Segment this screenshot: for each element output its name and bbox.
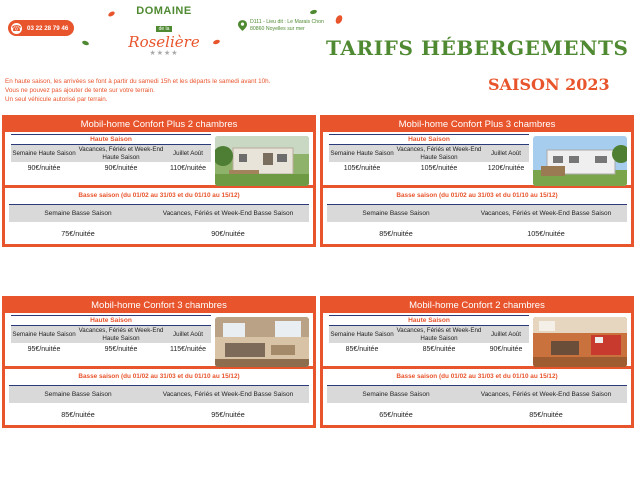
pricing-card [2,115,316,247]
card-title: Mobil-home Confort 3 chambres [5,299,313,313]
low-season-title: Basse saison (du 01/02 au 31/03 et du 01/10 au 15/12) [78,192,240,199]
price-value: 85€/nuitée [379,228,413,238]
high-season-title: Haute Saison [408,317,450,324]
low-season-prices [327,222,627,244]
column-label: Vacances, Fériés et Week-End Haute Saison [396,326,482,342]
column-label: Semaine Basse Saison [362,391,430,398]
intro-line: Vous ne pouvez pas ajouter de tente sur votre terrain. [5,87,155,94]
column-label: Semaine Haute Saison [330,149,394,157]
leaf-decoration [310,9,318,15]
intro-line: Un seul véhicule autorisé par terrain. [5,96,108,103]
intro-text [5,77,270,104]
pricing-card [320,115,634,247]
price-value: 90€/nuitée [211,228,245,238]
price-value: 105€/nuitée [420,165,458,172]
high-season-prices [329,344,529,355]
logo-line-2: de la [156,26,173,32]
leaf-decoration [107,11,115,18]
leaf-decoration [82,40,90,46]
price-value: 115€/nuitée [169,346,207,353]
price-value: 85€/nuitée [422,346,456,353]
low-season-header [327,204,627,222]
low-season-prices [327,403,627,425]
price-value: 85€/nuitée [529,409,563,419]
price-value: 95€/nuitée [104,346,138,353]
leaf-decoration [334,14,343,25]
price-value: 75€/nuitée [61,228,95,238]
address-line-1: D111 - Lieu dit : Le Marais Chon [250,19,324,25]
low-season-title: Basse saison (du 01/02 au 31/03 et du 01/10 au 15/12) [396,192,558,199]
column-label: Semaine Basse Saison [362,210,430,217]
price-value: 105€/nuitée [343,165,381,172]
low-season-header [327,385,627,403]
price-value: 95€/nuitée [211,409,245,419]
address [250,19,324,33]
phone-badge[interactable] [8,20,74,36]
column-label: Juillet Août [173,330,203,338]
card-title: Mobil-home Confort Plus 3 chambres [323,118,631,132]
column-label: Vacances, Fériés et Week-End Haute Saison [78,145,164,161]
column-label: Semaine Basse Saison [44,391,112,398]
column-label: Juillet Août [491,330,521,338]
high-season-prices [11,163,211,174]
price-value: 90€/nuitée [104,165,138,172]
low-season-prices [9,403,309,425]
card-title: Mobil-home Confort 2 chambres [323,299,631,313]
price-value: 85€/nuitée [345,346,379,353]
price-value: 95€/nuitée [27,346,61,353]
column-label: Semaine Haute Saison [12,149,76,157]
column-label: Juillet Août [173,149,203,157]
column-label: Vacances, Fériés et Week-End Haute Saison [78,326,164,342]
low-season-title: Basse saison (du 01/02 au 31/03 et du 01/10 au 15/12) [396,373,558,380]
intro-line: En haute saison, les arrivées se font à partir du samedi 15h et les départs le samedi avant 10h. [5,78,271,85]
pricing-card [2,296,316,428]
low-season-header [9,204,309,222]
column-label: Semaine Haute Saison [330,330,394,338]
price-value: 120€/nuitée [487,165,525,172]
logo-line-3: Roselière [128,33,200,51]
column-label: Vacances, Fériés et Week-End Basse Saison [480,391,612,398]
high-season-header [329,325,529,343]
column-label: Juillet Août [491,149,521,157]
low-season-prices [9,222,309,244]
high-season-header [11,144,211,162]
price-value: 85€/nuitée [61,409,95,419]
high-season-header [11,325,211,343]
column-label: Vacances, Fériés et Week-End Haute Saison [396,145,482,161]
column-label: Vacances, Fériés et Week-End Basse Saison [162,391,294,398]
logo-stars: ★★★★ [149,50,179,57]
high-season-title: Haute Saison [408,136,450,143]
column-label: Semaine Basse Saison [44,210,112,217]
address-line-2: 80860 Noyelles sur mer [250,26,305,32]
leaf-decoration [213,39,221,45]
price-value: 90€/nuitée [27,165,61,172]
page-subtitle: SAISON 2023 [488,75,610,94]
high-season-prices [329,163,529,174]
logo-line-1: DOMAINE [136,5,192,17]
high-season-header [329,144,529,162]
price-value: 110€/nuitée [169,165,207,172]
price-value: 105€/nuitée [527,228,565,238]
phone-number: 03 22 28 79 46 [27,24,69,32]
high-season-title: Haute Saison [90,136,132,143]
low-season-header [9,385,309,403]
column-label: Semaine Haute Saison [12,330,76,338]
page-title: TARIFS HÉBERGEMENTS [326,36,629,60]
column-label: Vacances, Fériés et Week-End Basse Saison [162,210,294,217]
logo [126,6,202,58]
phone-icon: ☎ [11,23,22,33]
column-label: Vacances, Fériés et Week-End Basse Saison [480,210,612,217]
high-season-prices [11,344,211,355]
pricing-card [320,296,634,428]
price-value: 65€/nuitée [379,409,413,419]
price-value: 90€/nuitée [489,346,523,353]
card-title: Mobil-home Confort Plus 2 chambres [5,118,313,132]
low-season-title: Basse saison (du 01/02 au 31/03 et du 01/10 au 15/12) [78,373,240,380]
high-season-title: Haute Saison [90,317,132,324]
map-pin-icon [238,20,247,31]
